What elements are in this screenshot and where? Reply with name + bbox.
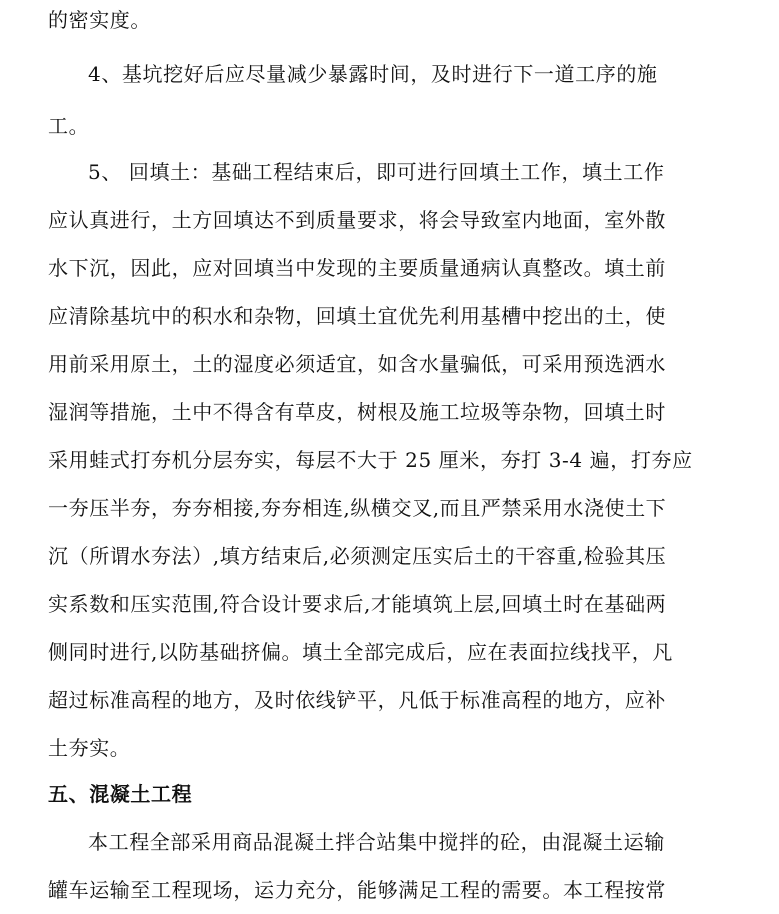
text-line: 水下沉，因此，应对回填当中发现的主要质量通病认真整改。填土前	[48, 256, 666, 280]
text-line: 实系数和压实范围,符合设计要求后,才能填筑上层,回填土时在基础两	[48, 592, 667, 616]
section-heading: 五、混凝土工程	[48, 782, 193, 806]
text-line: 用前采用原土，土的湿度必须适宜，如含水量骗低，可采用预选洒水	[48, 352, 666, 376]
text-line: 土夯实。	[48, 736, 131, 760]
text-line: 应认真进行，土方回填达不到质量要求，将会导致室内地面，室外散	[48, 208, 666, 232]
text-line: 超过标准高程的地方，及时依线铲平，凡低于标准高程的地方，应补	[48, 688, 666, 712]
text-line: 的密实度。	[48, 8, 151, 32]
text-line: 一夯压半夯，夯夯相接,夯夯相连,纵横交叉,而且严禁采用水浇使土下	[48, 496, 667, 520]
text-line: 沉（所谓水夯法）,填方结束后,必须测定压实后土的干容重,检验其压	[48, 544, 667, 568]
text-line: 应清除基坑中的积水和杂物，回填土宜优先利用基槽中挖出的土，使	[48, 304, 666, 328]
text-line: 工。	[48, 114, 90, 138]
text-line: 4、基坑挖好后应尽量减少暴露时间，及时进行下一道工序的施	[88, 62, 658, 86]
text-line: 本工程全部采用商品混凝土拌合站集中搅拌的砼，由混凝土运输	[88, 830, 665, 854]
text-line: 采用蛙式打夯机分层夯实，每层不大于 25 厘米，夯打 3-4 遍，打夯应	[48, 448, 693, 472]
text-line: 侧同时进行,以防基础挤偏。填土全部完成后，应在表面拉线找平，凡	[48, 640, 673, 664]
text-line: 湿润等措施，土中不得含有草皮，树根及施工垃圾等杂物，回填土时	[48, 400, 666, 424]
text-line: 5、 回填土：基础工程结束后，即可进行回填土工作，填土工作	[88, 160, 665, 184]
text-line: 罐车运输至工程现场，运力充分，能够满足工程的需要。本工程按常	[48, 878, 666, 902]
